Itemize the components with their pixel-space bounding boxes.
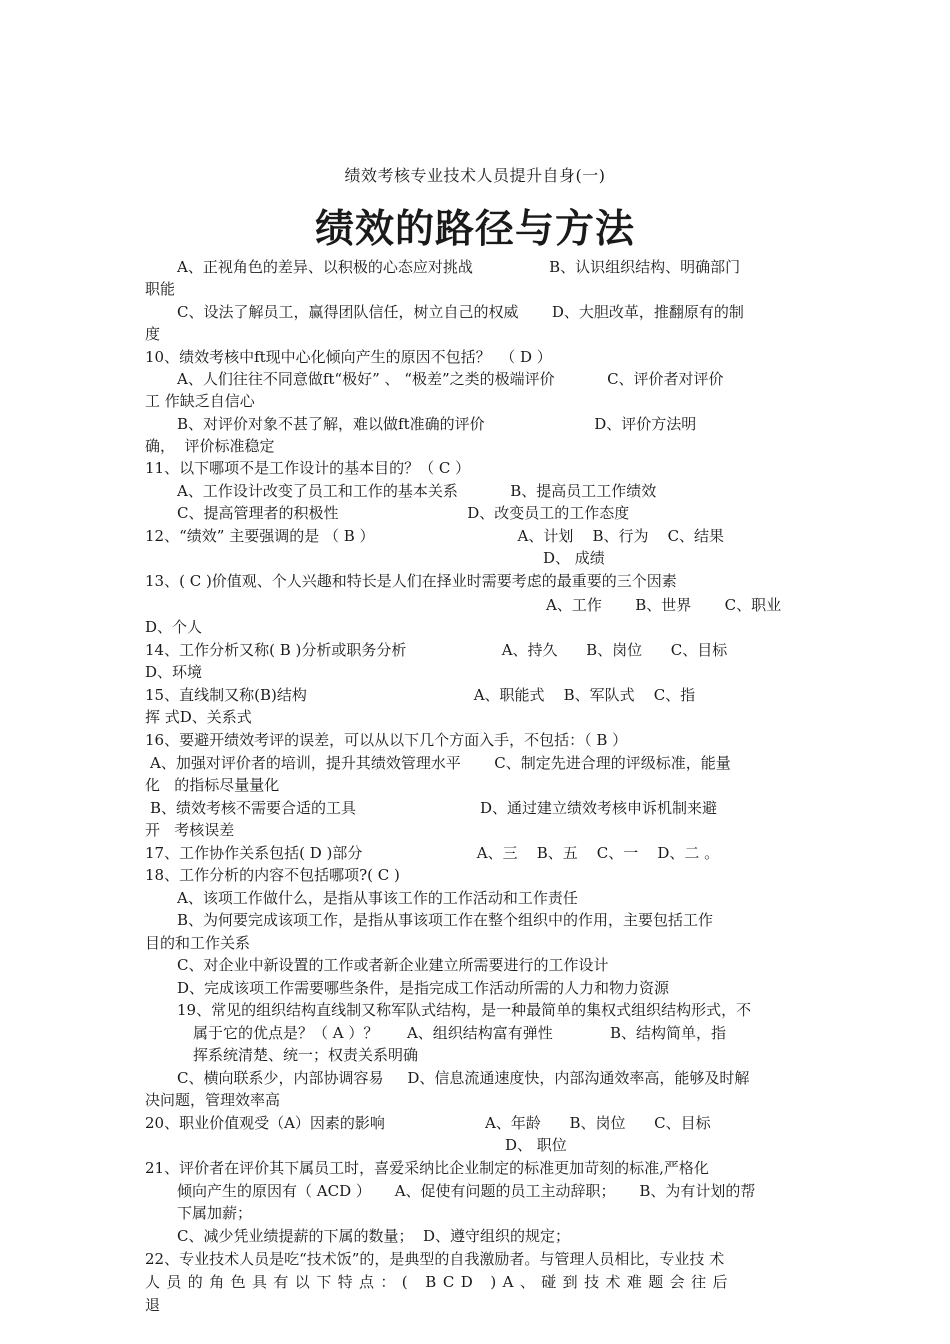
text-line: 下属加薪；: [177, 1204, 253, 1222]
text-line: 人员的角色具有以下特点：( BCD )A、碰到技术难题会往后: [145, 1273, 734, 1291]
text-line: 职能: [145, 280, 176, 298]
text-line: 属于它的优点是？（ A ）？ A、组织结构富有弹性 B、结构简单，指: [193, 1024, 727, 1042]
text-line: C、对企业中新设置的工作或者新企业建立所需要进行的工作设计: [177, 956, 609, 974]
text-line: 开 考核误差: [145, 821, 235, 839]
text-line: C、减少凭业绩提薪的下属的数量； D、遵守组织的规定；: [177, 1227, 571, 1245]
question-17: 17、工作协作关系包括( D )部分 A、三 B、五 C、一 D、二 。: [145, 844, 720, 862]
text-line: 退: [145, 1296, 161, 1314]
text-line: A、正视角色的差异、以积极的心态应对挑战 B、认识组织结构、明确部门: [177, 258, 741, 276]
question-21: 21、评价者在评价其下属员工时，喜爱采纳比企业制定的标准更加苛刻的标准,严格化: [145, 1159, 709, 1177]
text-line: 挥 式D、关系式: [145, 708, 252, 726]
text-line: 确， 评价标准稳定: [145, 437, 275, 455]
question-11: 11、以下哪项不是工作设计的基本目的？（ C ）: [145, 459, 471, 477]
document-title: 绩效的路径与方法: [314, 207, 635, 252]
text-line: D、 职位: [505, 1136, 567, 1154]
text-line: D、个人: [145, 618, 203, 636]
text-line: A、人们往往不同意做ft“极好” 、 “极差”之类的极端评价 C、评价者对评价: [177, 370, 724, 388]
question-22: 22、专业技术人员是吃“技术饭”的，是典型的自我激励者。与管理人员相比，专业技 术: [145, 1250, 725, 1268]
text-line: B、为何要完成该项工作，是指从事该项工作在整个组织中的作用，主要包括工作: [177, 911, 714, 929]
question-13: 13、( C )价值观、个人兴趣和特长是人们在择业时需要考虑的最重要的三个因素: [145, 572, 677, 590]
text-line: 决问题，管理效率高: [145, 1091, 281, 1109]
text-line: C、提高管理者的积极性 D、改变员工的工作态度: [177, 504, 630, 522]
text-line: D、 成绩: [543, 549, 605, 567]
text-line: C、横向联系少，内部协调容易 D、信息流通速度快，内部沟通效率高，能够及时解: [177, 1069, 750, 1087]
question-15: 15、直线制又称(B)结构 A、职能式 B、军队式 C、指: [145, 686, 696, 704]
question-19: 19、常见的组织结构直线制又称军队式结构，是一种最简单的集权式组织结构形式，不: [177, 1001, 752, 1019]
text-line: B、对评价对象不甚了解，难以做ft准确的评价 D、评价方法明: [177, 415, 697, 433]
text-line: C、设法了解员工，赢得团队信任，树立自己的权威 D、大胆改革，推翻原有的制: [177, 303, 744, 321]
text-line: 度: [145, 325, 161, 343]
text-line: D、完成该项工作需要哪些条件，是指完成工作活动所需的人力和物力资源: [177, 979, 670, 997]
question-20: 20、职业价值观受（A）因素的影响 A、年龄 B、岗位 C、目标: [145, 1114, 711, 1132]
document-subtitle: 绩效考核专业技术人员提升自身(一): [344, 166, 606, 185]
text-line: A、工作设计改变了员工和工作的基本关系 B、提高员工工作绩效: [177, 482, 657, 500]
text-line: A、工作 B、世界 C、职业: [546, 596, 782, 614]
text-line: 工 作缺乏自信心: [145, 392, 255, 410]
text-line: B、绩效考核不需要合适的工具 D、通过建立绩效考核申诉机制来避: [150, 799, 718, 817]
text-line: 倾向产生的原因有（ ACD ） A、促使有问题的员工主动辞职； B、为有计划的帮: [177, 1182, 756, 1200]
text-line: A、该项工作做什么，是指从事该工作的工作活动和工作责任: [177, 889, 578, 907]
question-14: 14、工作分析又称( B )分析或职务分析 A、持久 B、岗位 C、目标: [145, 641, 728, 659]
text-line: D、环境: [145, 663, 203, 681]
text-line: 目的和工作关系: [145, 934, 251, 952]
question-10: 10、绩效考核中ft现中心化倾向产生的原因不包括？ （ D ）: [145, 348, 552, 366]
text-line: 挥系统清楚、统一；权责关系明确: [193, 1046, 419, 1064]
text-line: A、加强对评价者的培训，提升其绩效管理水平 C、制定先进合理的评级标准，能量: [150, 754, 731, 772]
question-12: 12、“绩效” 主要强调的是 （ B ） A、计划 B、行为 C、结果: [145, 527, 725, 545]
text-line: 化 的指标尽量量化: [145, 776, 280, 794]
question-18: 18、工作分析的内容不包括哪项?( C ): [145, 866, 400, 884]
question-16: 16、要避开绩效考评的误差，可以从以下几个方面入手，不包括：（ B ）: [145, 731, 628, 749]
